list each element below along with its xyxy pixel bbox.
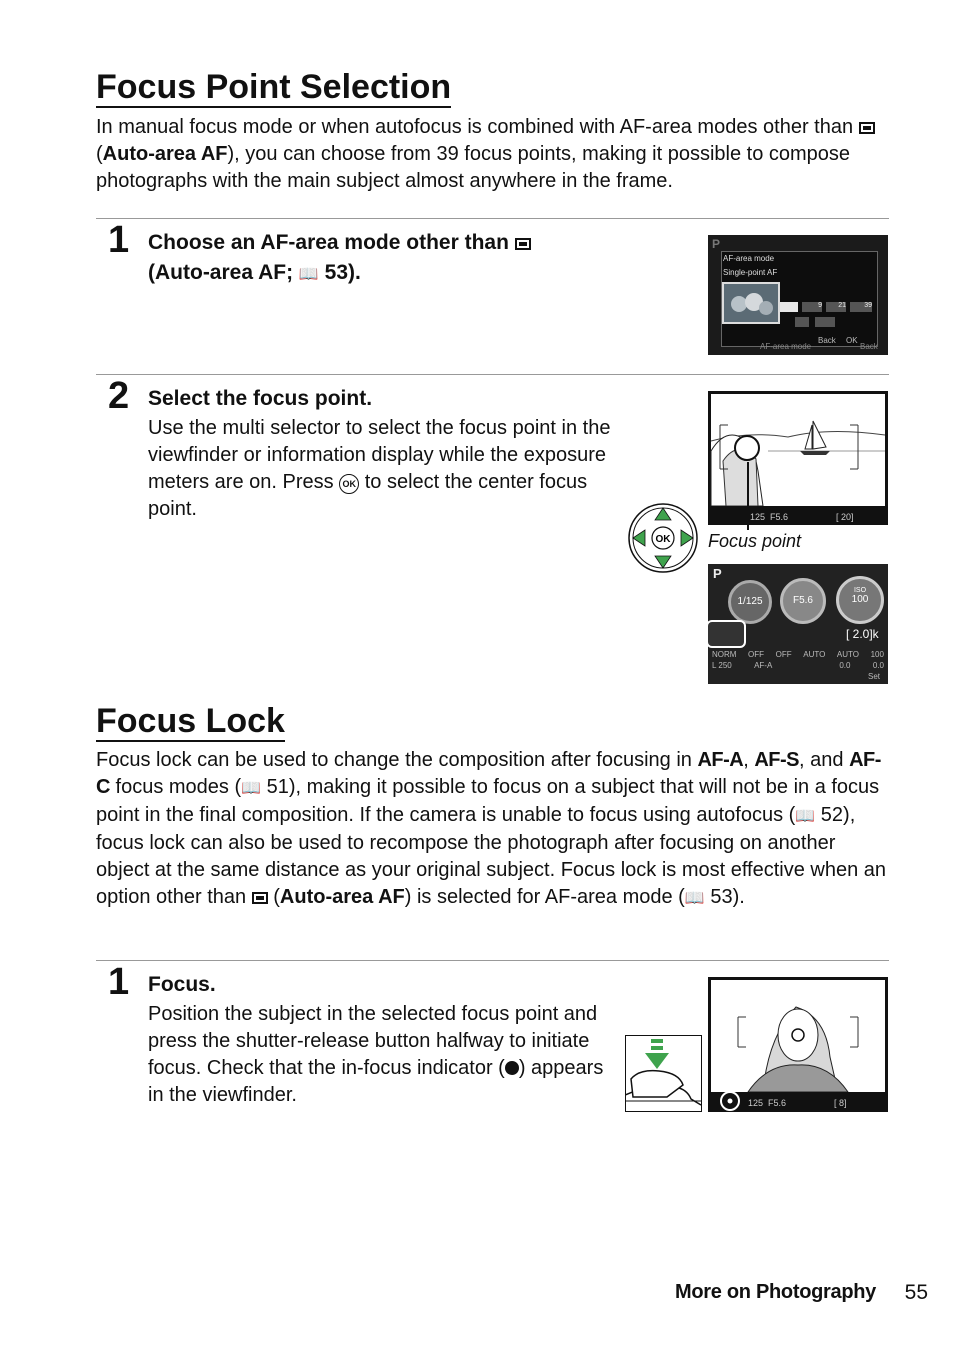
step-number: 1 — [108, 961, 130, 1003]
focus-point-intro: In manual focus mode or when autofocus is combined with AF-area modes other than (Auto-area AF), you can choose from 39 focus points, making it possible to compose photographs with the main subject almost anywhere in the frame. — [96, 114, 896, 195]
step2-body-text: Use the multi selector to select the focus point in the viewfinder or information display while the exposure meters are on. Press — [148, 417, 611, 493]
multi-selector-icon — [627, 502, 699, 574]
viewfinder-image — [708, 391, 888, 525]
portrait-viewfinder — [708, 977, 888, 1112]
shutter-dial: 1/125 — [728, 580, 772, 624]
page-ref: 51 — [266, 776, 289, 798]
3d-tracking-option[interactable] — [795, 317, 809, 327]
focus-lock-paragraph: Focus lock can be used to change the composition after focusing in AF-A, AF-S, and AF-C focus modes (📖 51), making it possible to focus on a subject that will not be in a focus point in the final composition. If the camera is unable to focus using autofocus (📖 52), focus lock can also be used to recompose the photograph after focusing on another object at the same distance as your original subject. Focus lock is most effective when an option other than (Auto-area AF) is selected for AF-area mode (📖 53). — [96, 749, 887, 908]
section-title-focus-point: Focus Point Selection — [96, 68, 452, 106]
shutter-press-icon — [625, 1035, 702, 1112]
svg-text:[ 20]: [ 20] — [836, 512, 854, 522]
portrait-scene — [708, 977, 888, 1112]
page-ref: 53 — [324, 261, 349, 284]
dynamic-39-option[interactable]: 39 — [850, 302, 872, 312]
in-focus-indicator-icon — [505, 1061, 519, 1075]
step-number: 2 — [108, 375, 130, 417]
back-hint: Back — [818, 336, 836, 345]
aperture-dial: F5.6 — [780, 578, 826, 624]
svg-text:[ 8]: [ 8] — [834, 1098, 847, 1108]
remaining-exposures: [ 2.0]k — [846, 627, 879, 641]
mode-letter: P — [712, 237, 721, 251]
page-ref: 52 — [820, 804, 844, 826]
svg-text:F5.6: F5.6 — [770, 512, 789, 522]
auto-area-af-icon — [515, 238, 531, 250]
thumbnail-image — [722, 282, 780, 324]
menu-panel — [721, 251, 878, 347]
callout-line — [747, 462, 749, 530]
book-icon: 📖 — [298, 266, 319, 283]
screen-bottom-back: Back — [860, 342, 878, 351]
step2-heading: Select the focus point. — [148, 387, 373, 410]
step2-body-text-end: to select the center focus point. — [148, 471, 588, 520]
ok-hint: OK — [846, 336, 858, 345]
mode-af-a: AF-A — [697, 749, 744, 771]
mode-af-c: AF-C — [96, 749, 881, 798]
dynamic-21-option[interactable]: 21 — [826, 302, 846, 312]
page-ref: 53 — [710, 886, 733, 908]
auto-area-af-icon — [252, 892, 268, 904]
svg-text:OK: OK — [655, 534, 671, 545]
step-number: 1 — [108, 219, 130, 261]
divider — [96, 374, 889, 375]
af-area-highlight — [706, 620, 746, 648]
dynamic-9-option[interactable]: 9 — [802, 302, 822, 312]
focus-step-heading: Focus. — [148, 973, 216, 996]
info-row-1: NORM OFF OFF AUTO AUTO 100 — [712, 650, 884, 659]
book-icon: 📖 — [241, 780, 262, 797]
svg-text:F5.6: F5.6 — [768, 1098, 787, 1108]
screen-bottom-label: AF-area mode — [760, 342, 812, 351]
footer-section: More on Photography — [675, 1281, 876, 1303]
auto-area-af-icon — [859, 122, 875, 134]
iso-dial: ISO 100 — [836, 576, 884, 624]
svg-text:125: 125 — [748, 1098, 764, 1108]
page-number: 55 — [904, 1281, 928, 1304]
single-point-option[interactable] — [780, 302, 798, 312]
auto-area-option[interactable] — [815, 317, 835, 327]
ok-button-icon: OK — [339, 474, 359, 494]
section-title-focus-lock: Focus Lock — [96, 702, 285, 740]
intro-bold: Auto-area AF — [102, 143, 228, 165]
book-icon: 📖 — [795, 808, 816, 825]
mode-af-s: AF-S — [754, 749, 800, 771]
focus-step-body: Position the subject in the selected focus point and press the shutter-release button halfway to initiate focus. Check that the in-focus indicator ( ) appears in the viewfinder. — [148, 1003, 604, 1106]
step1-heading: Choose an AF-area mode other than (Auto-area AF; 📖 53). — [148, 228, 608, 290]
mode-letter: P — [713, 566, 722, 581]
intro-text-end: ), you can choose from 39 focus points, making it possible to compose photographs with the main subject almost anywhere in the frame. — [96, 143, 851, 192]
divider — [96, 960, 889, 961]
svg-text:125: 125 — [750, 512, 766, 522]
info-row-2: L 250 AF-A 0.0 0.0 — [712, 661, 884, 670]
af-area-mode-screen — [708, 235, 888, 355]
step1-heading-text: Choose an AF-area mode other than — [148, 231, 515, 254]
focus-point-caption: Focus point — [708, 531, 802, 551]
intro-text: In manual focus mode or when autofocus is combined with AF-area modes other than — [96, 116, 859, 138]
menu-selected: Single-point AF — [723, 268, 778, 277]
divider — [96, 218, 889, 219]
set-hint: Set — [868, 672, 881, 681]
step2-body — [148, 415, 616, 523]
flowers-image — [724, 284, 778, 322]
step1-heading-bold: Auto-area AF; — [155, 261, 299, 284]
menu-title: AF-area mode — [723, 254, 775, 263]
sailboat-scene — [708, 391, 888, 525]
book-icon: 📖 — [684, 890, 705, 907]
information-display — [708, 564, 888, 684]
